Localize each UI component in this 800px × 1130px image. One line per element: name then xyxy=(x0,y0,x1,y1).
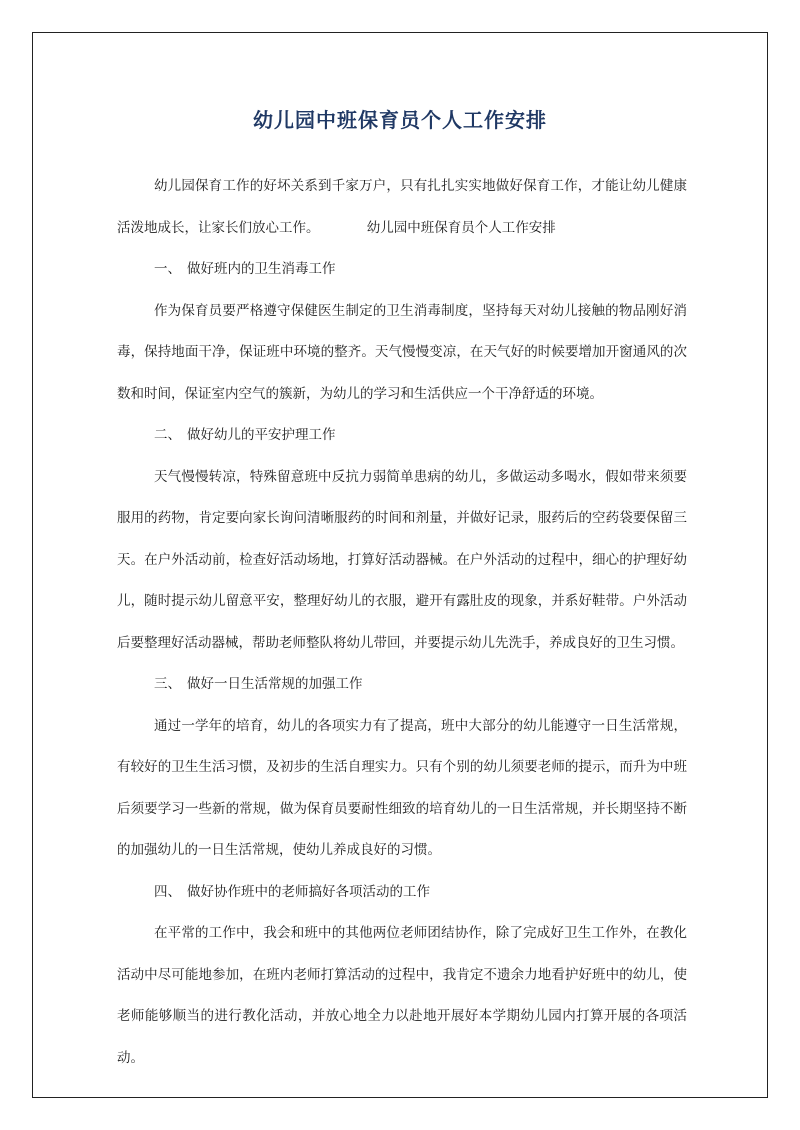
section-number: 一、 xyxy=(154,261,181,277)
section-heading-4 xyxy=(117,872,687,914)
section-number: 三、 xyxy=(154,676,181,692)
section-heading-2 xyxy=(117,415,687,457)
document-body xyxy=(117,166,687,1079)
section-paragraph-1: 作为保育员要严格遵守保健医生制定的卫生消毒制度，坚持每天对幼儿接触的物品刚好消毒，保持地面干净，保证班中环境的整齐。天气慢慢变凉，在天气好的时候要增加开窗通风的次数和时间，保证室内空气的簇新，为幼儿的学习和生活供应一个干净舒适的环境。 xyxy=(117,302,687,402)
intro-paragraph: 幼儿园保育工作的好坏关系到千家万户，只有扎扎实实地做好保育工作，才能让幼儿健康活泼地成长，让家长们放心工作。 幼儿园中班保育员个人工作安排 xyxy=(117,178,687,236)
document-title: 幼儿园中班保育员个人工作安排 xyxy=(253,108,547,132)
section-heading-text: 做好一日生活常规的加强工作 xyxy=(187,676,363,692)
section-heading-text: 做好班内的卫生消毒工作 xyxy=(187,261,336,277)
section-heading-text: 做好协作班中的老师搞好各项活动的工作 xyxy=(187,883,430,900)
section-paragraph-3: 通过一学年的培育，幼儿的各项实力有了提高，班中大部分的幼儿能遵守一日生活常规，有较好的卫生生活习惯，及初步的生活自理实力。只有个别的幼儿须要老师的提示，而升为中班后须要学习一些新的常规，做为保育员要耐性细致的培育幼儿的一日生活常规，并长期坚持不断的加强幼儿的一日生活常规，使幼儿养成良好的习惯。 xyxy=(117,717,687,858)
section-heading-1 xyxy=(117,249,687,291)
section-paragraph-2: 天气慢慢转凉，特殊留意班中反抗力弱简单患病的幼儿，多做运动多喝水，假如带来须要服用的药物，肯定要向家长询问清晰服药的时间和剂量，并做好记录，服药后的空药袋要保留三天。在户外活动前，检查好活动场地，打算好活动器械。在户外活动的过程中，细心的护理好幼儿，随时提示幼儿留意平安，整理好幼儿的衣服，避开有露肚皮的现象，并系好鞋带。户外活动后要整理好活动器械，帮助老师整队将幼儿带回，并要提示幼儿先洗手，养成良好的卫生习惯。 xyxy=(117,468,687,651)
section-number: 四、 xyxy=(154,883,181,900)
section-paragraph-4: 在平常的工作中，我会和班中的其他两位老师团结协作，除了完成好卫生工作外，在教化活动中尽可能地参加，在班内老师打算活动的过程中，我肯定不遗余力地看护好班中的幼儿，使老师能够顺当的进行教化活动，并放心地全力以赴地开展好本学期幼儿园内打算开展的各项活动。 xyxy=(117,925,687,1066)
section-heading-text: 做好幼儿的平安护理工作 xyxy=(187,427,336,443)
section-heading-3 xyxy=(117,664,687,706)
section-number: 二、 xyxy=(154,427,181,443)
